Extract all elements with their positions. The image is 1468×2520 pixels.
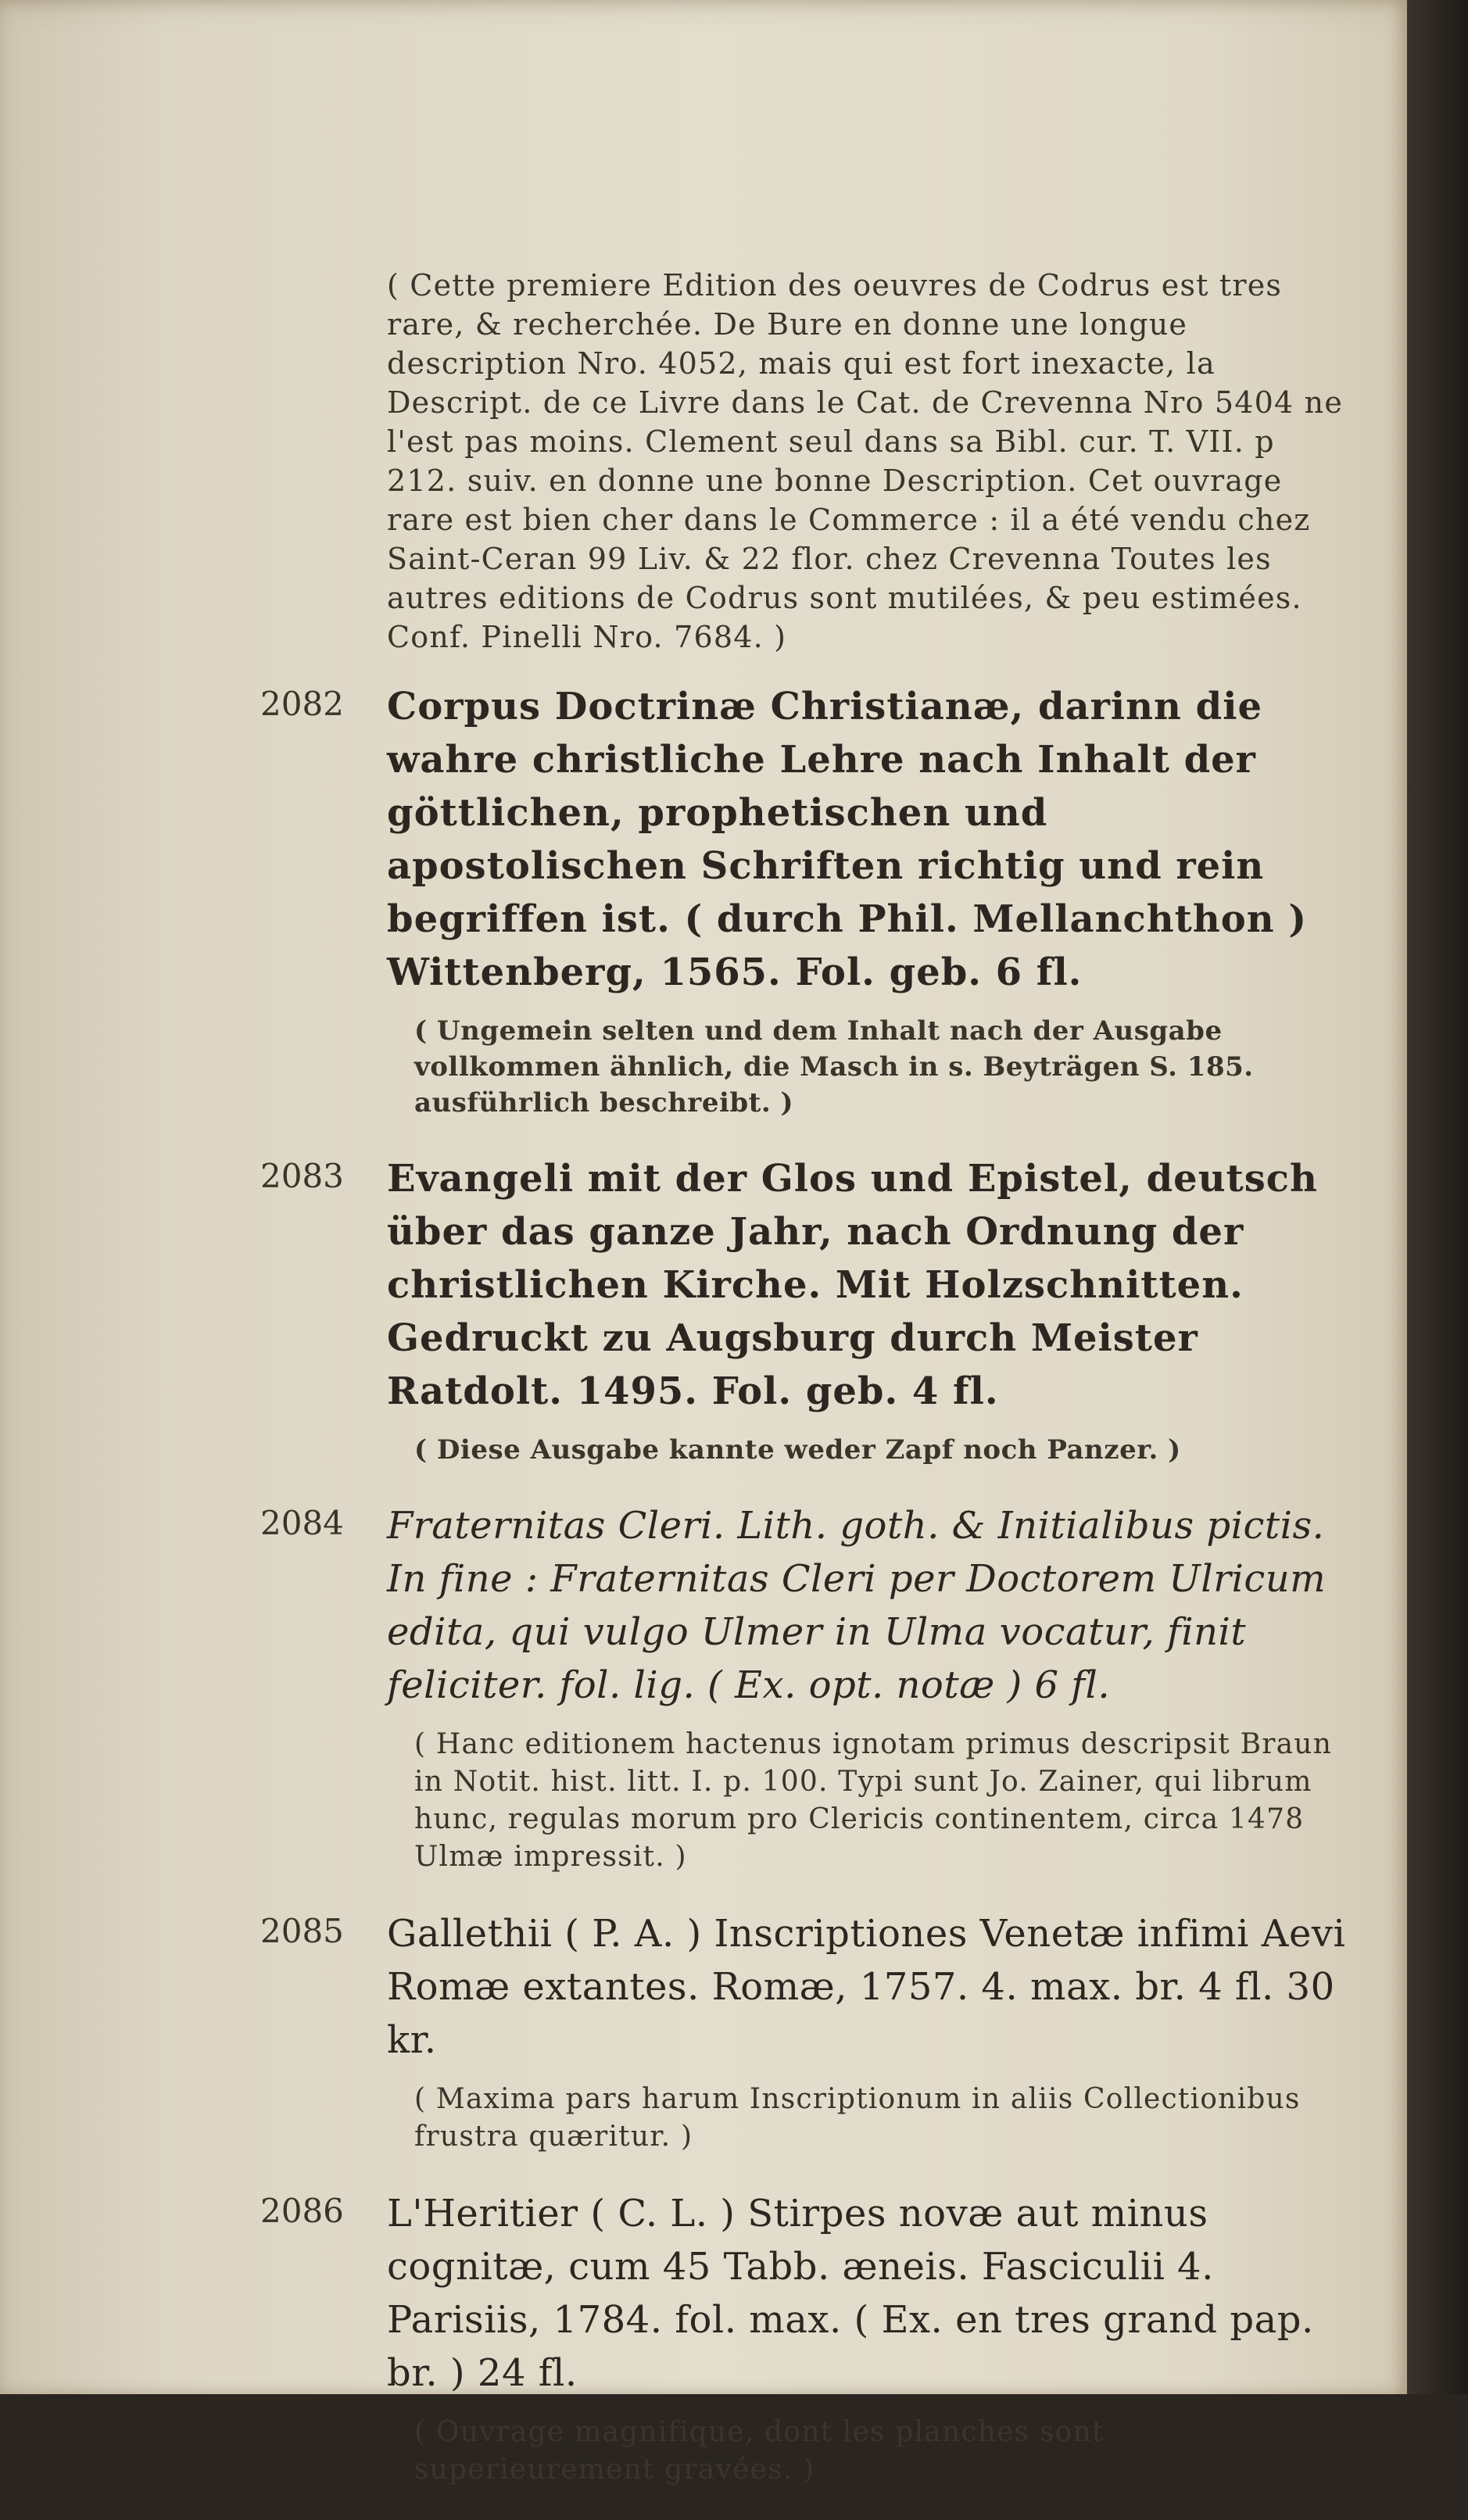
entry-number: 2083 bbox=[260, 1157, 344, 1195]
entry-number: 2086 bbox=[260, 2192, 344, 2230]
entry-number: 2082 bbox=[260, 685, 344, 723]
entry-text: Corpus Doctrinæ Christianæ, darinn die wahre christliche Lehre nach Inhalt der göttlichen, prophetischen und apostolischen Schriften richtig und rein begriffen ist. ( durch Phil. Mellanchthon ) Wittenberg, 1565. Fol. geb. 6 fl. bbox=[387, 685, 1308, 994]
entry-note: ( Ungemein selten und dem Inhalt nach der Ausgabe vollkommen ähnlich, die Masch in s. Beyträgen S. 185. ausführlich beschreibt. ) bbox=[414, 1015, 1254, 1119]
entry-text: Gallethii ( P. A. ) Inscriptiones Venetæ infimi Aevi Romæ extantes. Romæ, 1757. 4. max. br. 4 fl. 30 kr. bbox=[387, 1912, 1346, 2062]
entry-number: 2085 bbox=[260, 1912, 344, 1950]
catalogue-entry bbox=[262, 680, 1348, 1121]
catalogue-entry bbox=[262, 1907, 1348, 2156]
entry-text: L'Heritier ( C. L. ) Stirpes novæ aut minus cognitæ, cum 45 Tabb. æneis. Fasciculii 4. Parisiis, 1784. fol. max. ( Ex. en tres grand pap. br. ) 24 fl. bbox=[387, 2192, 1314, 2395]
entry-note: ( Diese Ausgabe kannte weder Zapf noch Panzer. ) bbox=[414, 1434, 1181, 1466]
catalogue-entry bbox=[262, 1499, 1348, 1876]
entry-text: Fraternitas Cleri. Lith. goth. & Initialibus pictis. In fine : Fraternitas Cleri per Doctorem Ulricum edita, qui vulgo Ulmer in Ulma vocatur, finit feliciter. fol. lig. ( Ex. opt. notæ ) 6 fl. bbox=[387, 1504, 1327, 1707]
entry-note: ( Hanc editionem hactenus ignotam primus descripsit Braun in Notit. hist. litt. I. p. 100. Typi sunt Jo. Zainer, qui librum hunc, regulas morum pro Clericis continentem, circa 1478 Ulmæ impressit. ) bbox=[414, 1728, 1333, 1873]
intro-note: ( Cette premiere Edition des oeuvres de Codrus est tres rare, & recherchée. De Bure en donne une longue description Nro. 4052, mais qui est fort inexacte, la Descript. de ce Livre dans le Cat. de Crevenna Nro 5404 ne l'est pas moins. Clement seul dans sa Bibl. cur. T. VII. p 212. suiv. en donne une bonne Description. Cet ouvrage rare est bien cher dans le Commerce : il a été vendu chez Saint-Ceran 99 Liv. & 22 flor. chez Crevenna Toutes les autres editions de Codrus sont mutilées, & peu estimées. Conf. Pinelli Nro. 7684. ) bbox=[387, 268, 1344, 654]
catalogue-content bbox=[262, 266, 1348, 2520]
scan-background-edge bbox=[1407, 0, 1468, 2394]
entry-number: 2084 bbox=[260, 1504, 344, 1542]
catalogue-entry bbox=[262, 1152, 1348, 1468]
entry-note: ( Maxima pars harum Inscriptionum in aliis Collectionibus frustra quæritur. ) bbox=[414, 2083, 1301, 2153]
entry-text: Evangeli mit der Glos und Epistel, deutsch über das ganze Jahr, nach Ordnung der christlichen Kirche. Mit Holzschnitten. Gedruckt zu Augsburg durch Meister Ratdolt. 1495. Fol. geb. 4 fl. bbox=[387, 1157, 1318, 1413]
entry-note: ( Ouvrage magnifique, dont les planches sont superieurement gravées. ) bbox=[414, 2416, 1105, 2486]
catalogue-entry bbox=[262, 2187, 1348, 2489]
